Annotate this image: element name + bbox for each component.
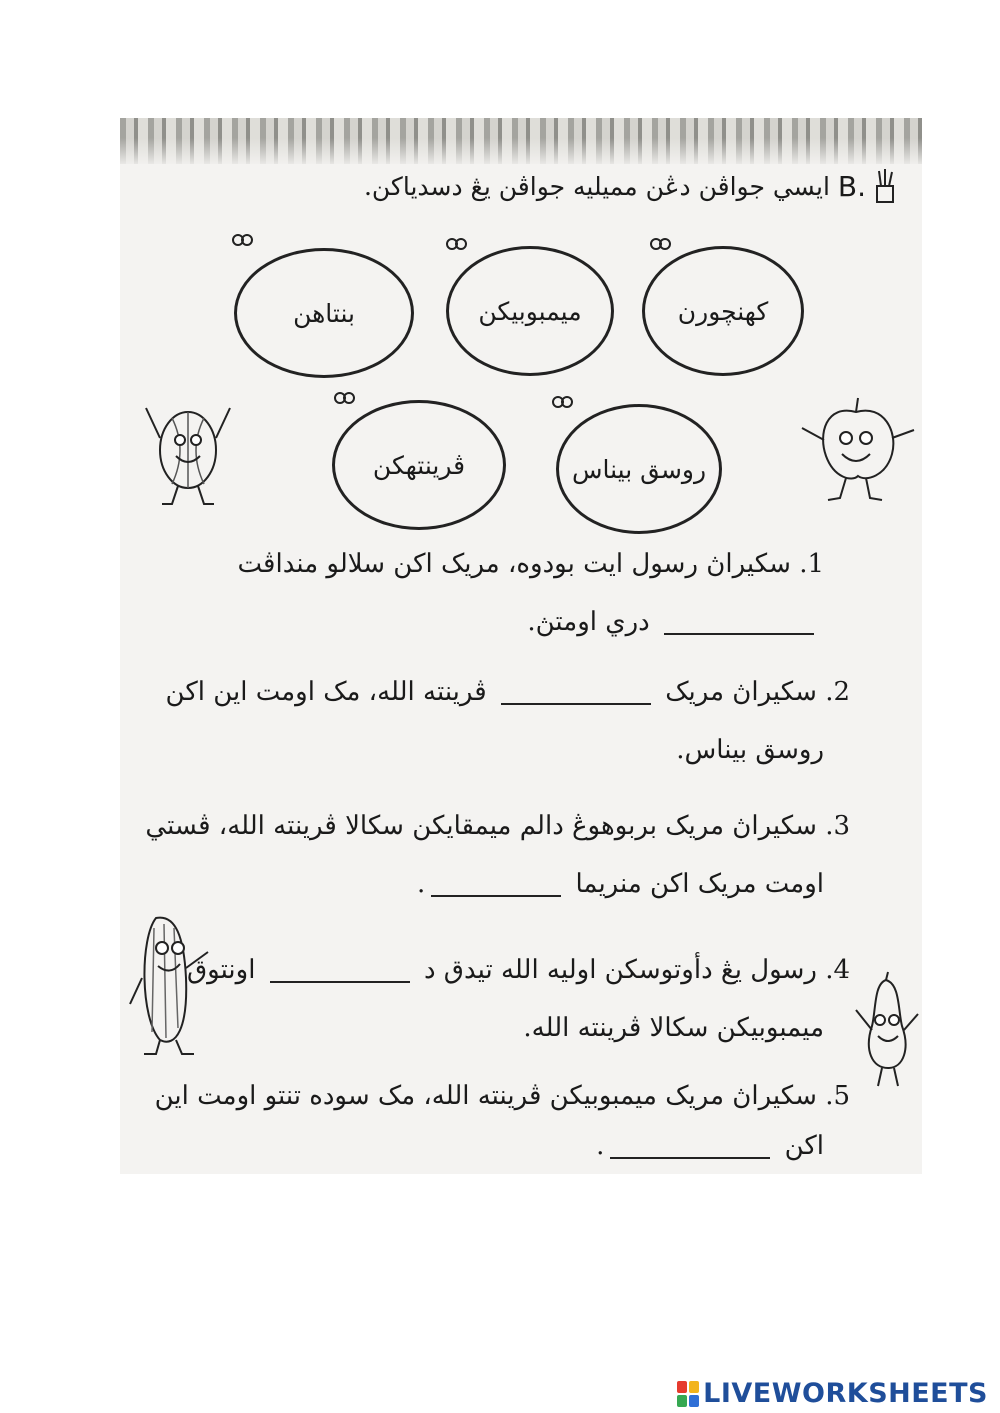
question-4: [187, 940, 850, 1000]
question-2-line-2: [676, 720, 824, 780]
answer-bubble-label: ميمبوبيکن: [478, 296, 582, 326]
question-text: اکن: [784, 1131, 824, 1161]
question-text: سکيراڽ مريک ميمبوبيکن ڤرينته الله، مک سوده تنتو اومت اين: [154, 1081, 817, 1111]
question-number: 1.: [799, 549, 824, 579]
answer-bubble-label: روسق بيناس: [571, 454, 707, 484]
question-2: [166, 662, 850, 722]
answer-bubble-label: ڤرينتهکن: [372, 450, 466, 480]
question-text: سکيراڽ رسول ايت بودوه، مريک اکن سلالو منداڤت: [237, 549, 791, 579]
question-number: 2.: [825, 677, 850, 707]
instruction-text: ايسي جواڤن دڠن مميليه جواڤن يڠ دسدياکن.: [363, 171, 830, 201]
question-3-line-2: اومت مريک اکن منريما .: [416, 869, 824, 899]
question-number: 4.: [825, 955, 850, 985]
answer-blank[interactable]: [610, 1135, 770, 1159]
question-text: سکيراڽ مريک بربوهوڠ دالم ميمقايکن سکالا ڤرينته الله، ڤستي: [145, 811, 817, 841]
question-text: اونتوق: [186, 955, 256, 985]
answer-blank[interactable]: [431, 873, 561, 897]
question-text: ڤرينته الله، مک اومت اين اکن: [165, 677, 487, 707]
answer-blank[interactable]: [270, 959, 410, 983]
question-3: [145, 796, 850, 856]
answer-blank[interactable]: [501, 681, 651, 705]
question-text: دري اومتڽ.: [527, 607, 650, 637]
liveworksheets-logo[interactable]: [677, 1378, 988, 1409]
question-text: روسق بيناس.: [676, 735, 824, 765]
answer-bubble-label: بنتاهن: [293, 298, 355, 328]
question-1: [238, 534, 824, 594]
worksheet: [120, 118, 922, 1174]
answer-blank[interactable]: [664, 611, 814, 635]
question-text: رسول يڠ دأوتوسکن اوليه الله تيدق د: [423, 955, 817, 985]
question-1-line-2: [527, 592, 820, 652]
question-5-line-2: اکن .: [596, 1131, 824, 1161]
question-text: سکيراڽ مريک: [665, 677, 817, 707]
liveworksheets-logo-icon: [677, 1381, 699, 1407]
section-letter: B.: [837, 169, 866, 203]
answer-bubble-label: کهنچورن: [677, 296, 769, 326]
question-text: اومت مريک اکن منريما: [575, 869, 824, 899]
question-4-line-2: [523, 998, 824, 1058]
question-text: ميمبوبيکن سکالا ڤرينته الله.: [523, 1013, 824, 1043]
question-number: 3.: [825, 811, 850, 841]
question-number: 5.: [825, 1081, 850, 1111]
brand-name: LIVEWORKSHEETS: [703, 1378, 988, 1409]
